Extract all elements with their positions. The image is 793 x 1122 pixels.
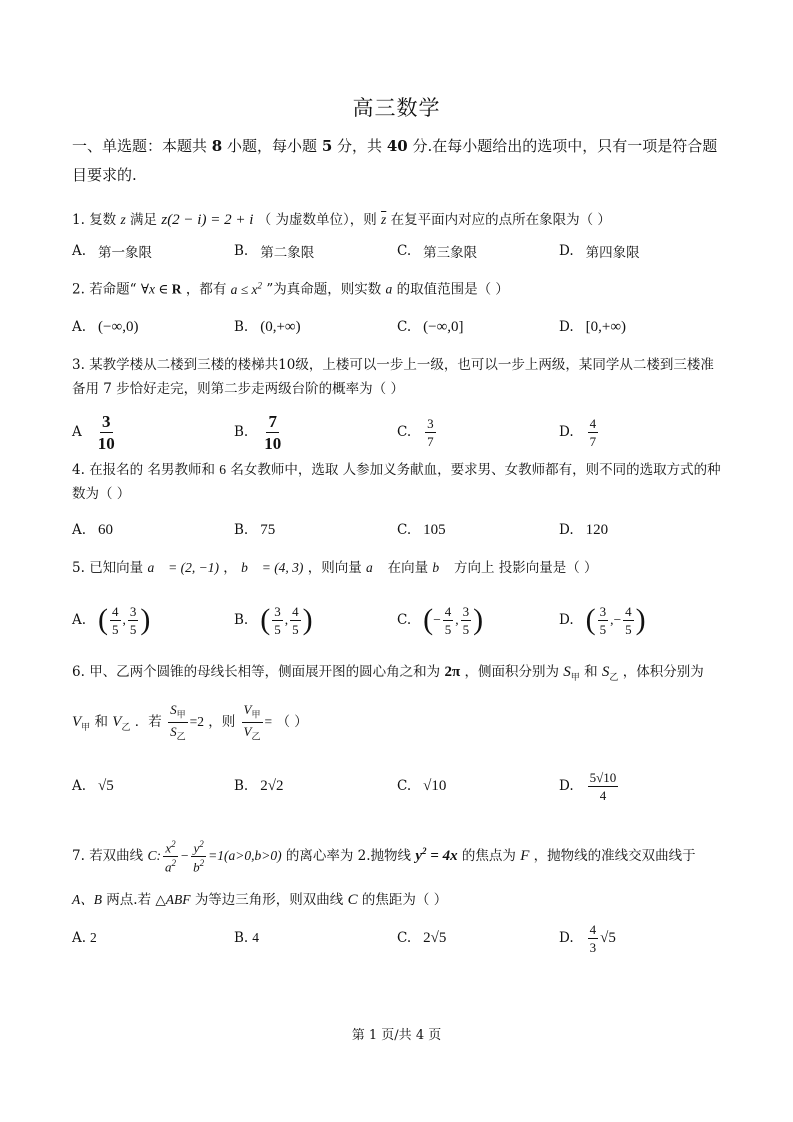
option-c[interactable]: C. 105 <box>397 521 446 538</box>
options-q1 <box>72 236 724 266</box>
option-b[interactable]: B. ( $\frac{3}{5}$ , $\frac{4}{5}$ ) <box>234 603 313 637</box>
math-inequality: $a \le x^2$ <box>230 280 263 297</box>
math-s-jia: $S_甲$ <box>563 664 580 682</box>
math-s-yi: $S_乙$ <box>601 664 619 682</box>
option-b[interactable]: B. 75 <box>234 521 276 538</box>
option-c[interactable]: C. ( − $\frac{4}{5}$ , $\frac{3}{5}$ ) <box>397 603 484 637</box>
math-2pi: 2π <box>444 664 461 680</box>
option-a[interactable]: A. (−∞,0) <box>72 318 139 335</box>
option-d[interactable]: D. 第四象限 <box>559 243 640 261</box>
option-a[interactable]: A $\frac{3}{10}$ <box>72 411 115 453</box>
option-c[interactable]: C. (−∞,0] <box>397 318 464 335</box>
option-b[interactable]: B. (0,+∞) <box>234 318 301 335</box>
option-c[interactable]: C. √10 <box>397 777 447 794</box>
math-a: a <box>385 281 393 297</box>
page-title: 高三数学 <box>352 96 441 120</box>
options-q5 <box>72 598 724 642</box>
question-2: 2. 若命题“ ∀x ∈ R ，都有 $a \le x^2$ ”为真命题，则实数 a 的取值范围是（ ） <box>72 280 509 298</box>
math-c: C <box>347 892 358 908</box>
math-a-vec: a⃗ <box>366 560 384 575</box>
option-b[interactable]: B. $\frac{7}{10}$ <box>234 411 282 453</box>
option-a[interactable]: A. ( $\frac{4}{5}$ , $\frac{3}{5}$ ) <box>72 603 151 637</box>
option-d[interactable]: D. $\frac{4}{3}$ √5 <box>559 921 616 955</box>
math-parabola: $y^2 = 4x$ <box>415 846 458 864</box>
option-a[interactable]: A. 第一象限 <box>72 243 153 261</box>
math-ratio-v: $\frac{V_甲}{V_乙}$ <box>243 702 261 742</box>
option-b[interactable]: B. 2√2 <box>234 777 284 794</box>
option-d[interactable]: D. $\frac{4}{7}$ <box>559 415 597 449</box>
option-b[interactable]: B. 4 <box>234 930 259 946</box>
math-z: z <box>120 212 126 227</box>
options-q6 <box>72 766 724 806</box>
option-b[interactable]: B. 第二象限 <box>234 243 315 261</box>
math-ratio-s: $\frac{S_甲}{S_乙}$ <box>170 702 186 742</box>
option-d[interactable]: D. 120 <box>559 521 609 538</box>
math-b-vec: b⃗ <box>432 560 450 575</box>
math-ab: A、B <box>72 892 102 907</box>
question-5: 5. 已知向量 a⃗ = (2, −1) ， b⃗ = (4, 3) ，则向量 a⃗ 在向量 b⃗ 方向上 投影向量是（ ） <box>72 560 598 576</box>
option-c[interactable]: C. 2√5 <box>397 929 447 946</box>
options-q7 <box>72 916 724 960</box>
math-triangle: △ABF <box>155 892 191 907</box>
option-c[interactable]: C. $\frac{3}{7}$ <box>397 415 434 449</box>
math-vector-b: b⃗ = (4, 3) <box>241 560 304 575</box>
question-6-line1: 6. 甲、乙两个圆锥的母线长相等，侧面展开图的圆心角之和为 2π ，侧面积分别为 $S_甲$ 和 $S_乙$ ，体积分别为 <box>72 664 704 682</box>
question-3: 3. 某教学楼从二楼到三楼的楼梯共10级，上楼可以一步上一级，也可以一步上两级，某同学从二楼到三楼准备用 7 步恰好走完，则第二步走两级台阶的概率为（ ） <box>72 357 714 397</box>
math-hyperbola: C: $\frac{x^2}{a^2}$ − $\frac{y^2}{b^2}$ =1(a>0,b>0) <box>147 839 282 875</box>
option-d[interactable]: D. ( $\frac{3}{5}$ , − $\frac{4}{5}$ ) <box>559 603 646 637</box>
section-header: 一、单选题：本题共 8 小题，每小题 5 分，共 40 分.在每小题给出的选项中，只有一项是符合题目要求的. <box>72 137 718 184</box>
question-1: 1. 复数 z 满足 z(2 − i) = 2 + i （ 为虚数单位），则 $\overline{z}$ 在复平面内对应的点所在象限为（ ） <box>72 212 611 228</box>
math-forall: ∀x ∈ R <box>140 281 182 297</box>
question-6-line2: $V_甲$ 和 $V_乙$ ．若 $\frac{S_甲}{S_乙}$ =2 ，则 $\frac{V_甲}{V_乙}$ = （ ） <box>72 702 308 742</box>
option-d[interactable]: D. [0,+∞) <box>559 318 627 335</box>
page-footer: 第 1 页/共 4 页 <box>351 1028 442 1043</box>
math-f: F <box>520 848 530 864</box>
question-7-line2: A、B 两点.若 △ABF 为等边三角形，则双曲线 C 的焦距为（ ） <box>72 892 448 908</box>
math-vector-a: a⃗ = (2, −1) <box>147 560 219 575</box>
option-a[interactable]: A. 2 <box>72 930 97 946</box>
question-4: 4. 在报名的 名男教师和 6 名女教师中，选取 人参加义务献血，要求男、女教师都有，则不同的选取方式的种数为（ ） <box>72 462 721 502</box>
question-7-line1: 7. 若双曲线 C: $\frac{x^2}{a^2}$ − $\frac{y^2}{b^2}$ =1(a>0,b>0) 的离心率为 2.抛物线 $y^2 = 4x$ 的焦点为 F ，抛物线的准线交双曲线于 <box>72 839 696 875</box>
option-a[interactable]: A. √5 <box>72 777 114 794</box>
math-v-jia: $V_甲$ <box>72 714 91 732</box>
option-c[interactable]: C. 第三象限 <box>397 243 478 261</box>
options-q2 <box>72 312 724 342</box>
option-d[interactable]: D. $\frac{5√10}{4}$ <box>559 769 617 803</box>
math-z-conjugate: $\overline{z}$ <box>381 212 387 227</box>
option-a[interactable]: A. 60 <box>72 521 114 538</box>
math-equation: z(2 − i) = 2 + i <box>161 212 254 228</box>
options-q3 <box>72 412 724 452</box>
math-v-yi: $V_乙$ <box>112 714 131 732</box>
options-q4 <box>72 515 724 545</box>
